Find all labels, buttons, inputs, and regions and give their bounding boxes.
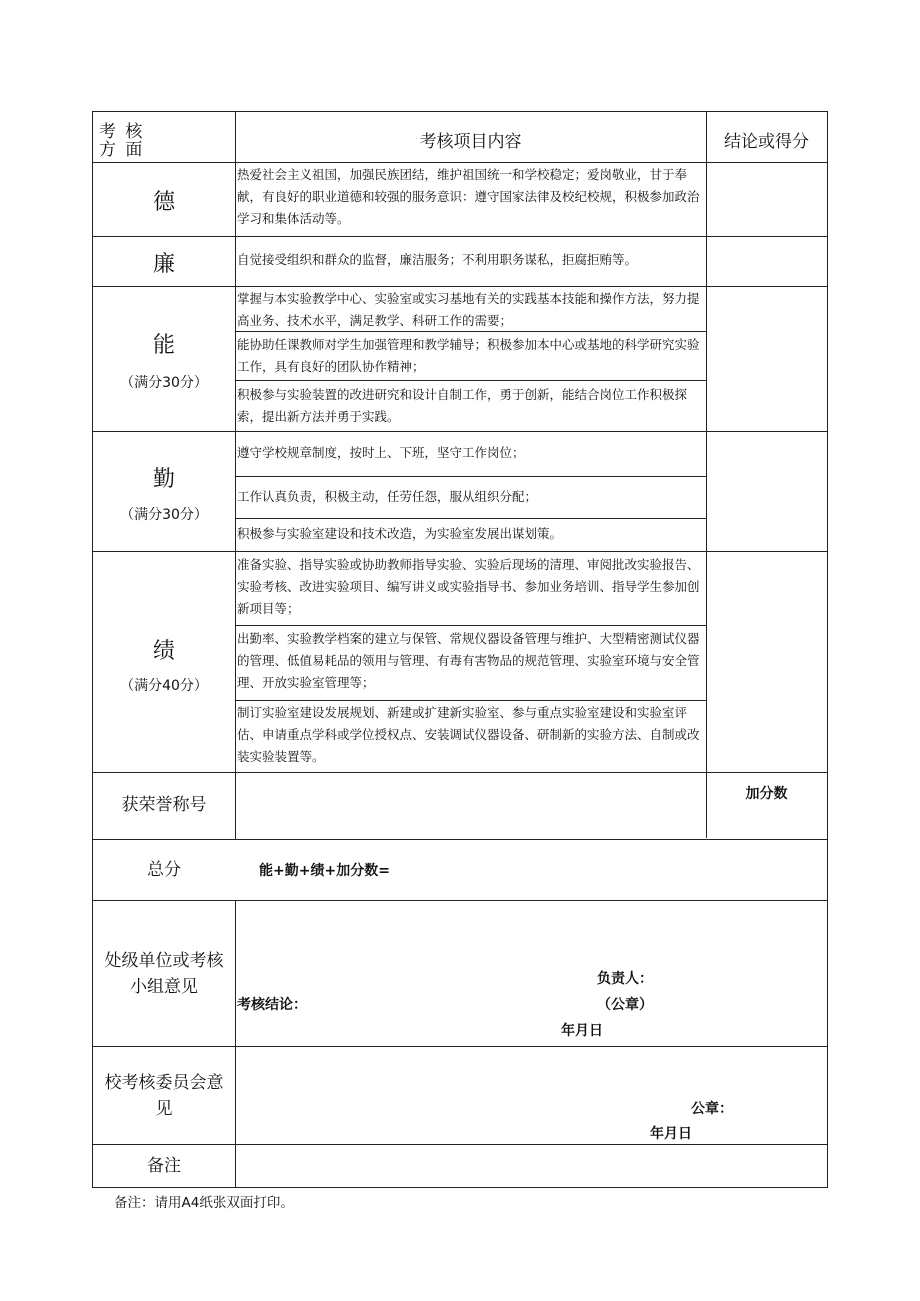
dept-leader: 负责人： bbox=[597, 971, 653, 987]
section-item-ji: 制订实验室建设发展规划、新建或扩建新实验室、参与重点实验室建设和实验室评估、申请重点学科或学位授权点、安装调试仪器设备、研制新的实验方法、自制或改装实验装置等。 bbox=[237, 705, 700, 764]
section-item-neng: 掌握与本实验教学中心、实验室或实习基地有关的实践基本技能和操作方法，努力提高业务、技术水平，满足教学、科研工作的需要； bbox=[237, 291, 700, 328]
column-divider bbox=[706, 112, 707, 838]
row-divider bbox=[93, 162, 827, 163]
section-score-ji: （满分40分） bbox=[120, 678, 208, 694]
row-divider bbox=[93, 839, 827, 840]
subrow-divider bbox=[235, 518, 706, 519]
section-item-qin: 工作认真负责，积极主动，任劳任怨，服从组织分配； bbox=[237, 489, 538, 504]
total-formula: 能+勤+绩+加分数= bbox=[259, 863, 390, 879]
committee-seal: 公章： bbox=[691, 1101, 733, 1117]
header-result: 结论或得分 bbox=[724, 132, 809, 152]
header-aspect-bottom: 方 面 bbox=[99, 140, 145, 160]
honor-label: 获荣誉称号 bbox=[121, 795, 207, 815]
row-divider bbox=[93, 772, 827, 773]
section-item-neng: 能协助任课教师对学生加强管理和教学辅导；积极参加本中心或基地的科学研究实验工作，具有良好的团队协作精神； bbox=[237, 337, 700, 374]
section-item-de: 热爱社会主义祖国，加强民族团结，维护祖国统一和学校稳定；爱岗敬业，甘于奉献，有良好的职业道德和较强的服务意识：遵守国家法律及校纪校规，积极参加政治学习和集体活动等。 bbox=[237, 167, 700, 226]
committee-label-line2: 见 bbox=[155, 1099, 173, 1119]
row-divider bbox=[93, 431, 827, 432]
section-score-qin: （满分30分） bbox=[120, 507, 208, 523]
subrow-divider bbox=[235, 625, 706, 626]
section-title-neng: 能 bbox=[152, 333, 175, 358]
header-content: 考核项目内容 bbox=[419, 132, 522, 152]
dept-date: 年月日 bbox=[561, 1023, 603, 1039]
subrow-divider bbox=[235, 476, 706, 477]
committee-label-line1: 校考核委员会意 bbox=[104, 1073, 224, 1093]
evaluation-table bbox=[92, 111, 828, 1188]
header-aspect-top: 考 核 bbox=[99, 122, 145, 142]
committee-date: 年月日 bbox=[650, 1126, 692, 1142]
row-divider bbox=[93, 1144, 827, 1145]
section-score-neng: （满分30分） bbox=[120, 375, 208, 391]
total-label: 总分 bbox=[147, 860, 181, 880]
footnote: 备注：请用A4纸张双面打印。 bbox=[114, 1195, 294, 1211]
dept-label-line2: 小组意见 bbox=[130, 977, 198, 997]
row-divider bbox=[93, 236, 827, 237]
row-divider bbox=[93, 286, 827, 287]
section-item-ji: 准备实验、指导实验或协助教师指导实验、实验后现场的清理、审阅批改实验报告、实验考核、改进实验项目、编写讲义或实验指导书、参加业务培训、指导学生参加创新项目等； bbox=[237, 557, 700, 616]
subrow-divider bbox=[235, 380, 706, 381]
section-title-de: 德 bbox=[152, 190, 175, 215]
bonus-label: 加分数 bbox=[745, 786, 788, 802]
section-item-ji: 出勤率、实验教学档案的建立与保管、常规仪器设备管理与维护、大型精密测试仪器的管理、低值易耗品的领用与管理、有毒有害物品的规范管理、实验室环境与安全管理、开放实验室管理等； bbox=[237, 631, 700, 690]
section-item-lian: 自觉接受组织和群众的监督，廉洁服务；不利用职务谋私，拒腐拒贿等。 bbox=[237, 252, 638, 267]
section-title-lian: 廉 bbox=[152, 252, 175, 277]
row-divider bbox=[93, 551, 827, 552]
row-divider bbox=[93, 900, 827, 901]
section-item-qin: 积极参与实验室建设和技术改造，为实验室发展出谋划策。 bbox=[237, 526, 563, 541]
section-title-ji: 绩 bbox=[152, 639, 175, 664]
dept-label-line1: 处级单位或考核 bbox=[104, 951, 224, 971]
subrow-divider bbox=[235, 700, 706, 701]
remarks-label: 备注 bbox=[147, 1156, 181, 1176]
section-item-neng: 积极参与实验装置的改进研究和设计自制工作，勇于创新，能结合岗位工作积极探索，提出新方法并勇于实践。 bbox=[237, 387, 688, 424]
dept-seal: （公章） bbox=[597, 997, 653, 1013]
section-title-qin: 勤 bbox=[152, 467, 175, 492]
section-item-qin: 遵守学校规章制度，按时上、下班，坚守工作岗位； bbox=[237, 445, 525, 460]
row-divider bbox=[93, 1046, 827, 1047]
dept-conclusion: 考核结论： bbox=[237, 997, 307, 1013]
